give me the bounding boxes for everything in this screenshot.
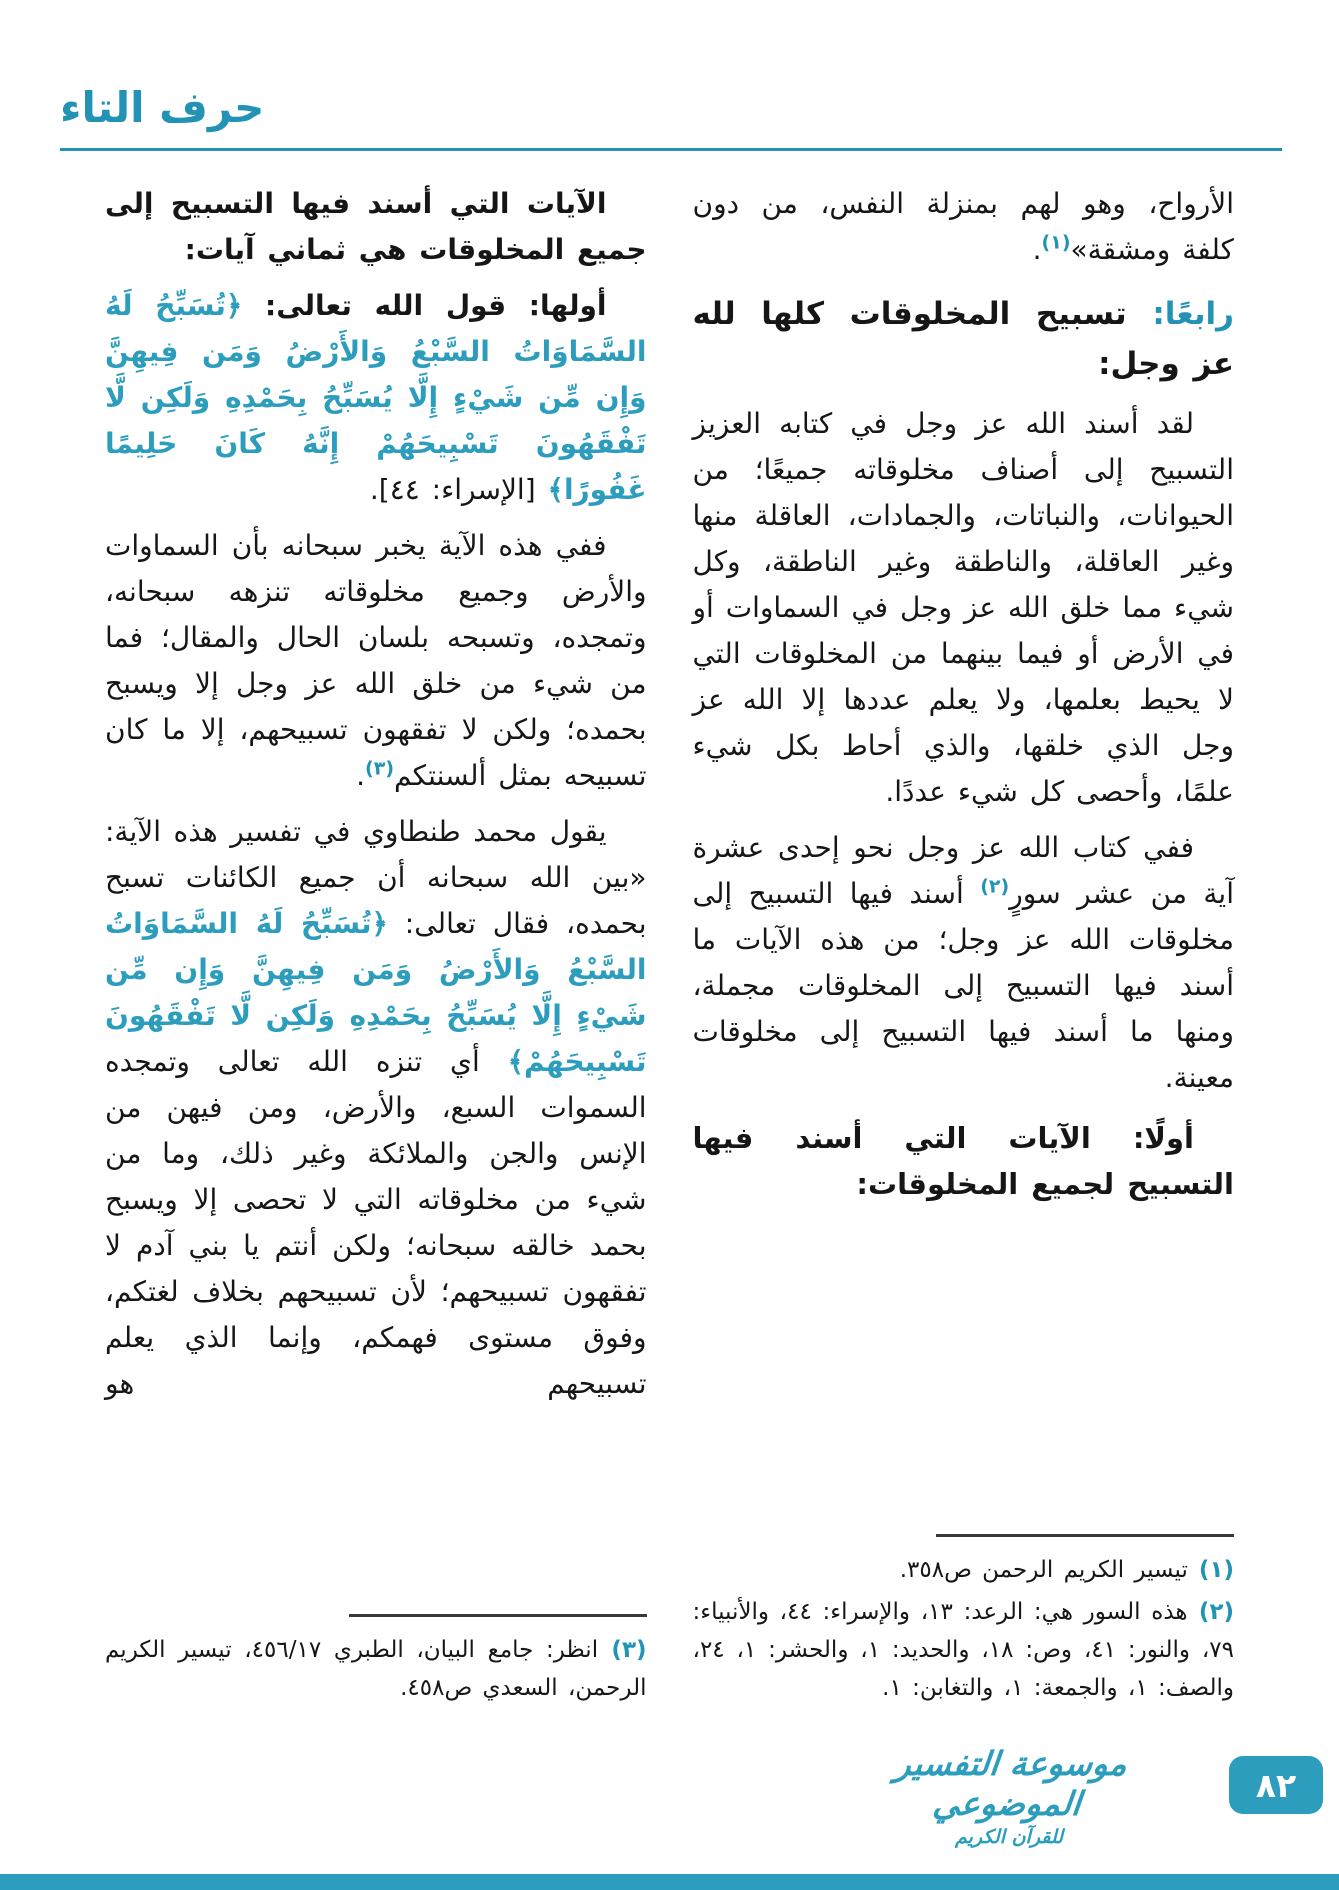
text-segment-bold: الآيات التي أسند فيها التسبيح إلى جميع المخلوقات هي ثماني آيات: (105, 187, 647, 266)
text-segment-fn: تيسير الكريم الرحمن ص٣٥٨. (899, 1557, 1188, 1583)
text-segment-normal: أسند فيها التسبيح إلى مخلوقات الله عز وجل؛ من هذه الآيات ما أسند فيها التسبيح إلى المخلوقات مجملة، ومنها ما أسند فيها التسبيح إلى مخلوقات معينة. (692, 877, 1234, 1094)
footnotes-left-list (105, 1631, 647, 1707)
column-right (693, 181, 1235, 1711)
footnote-2 (693, 1593, 1235, 1707)
footnote-3 (105, 1631, 647, 1707)
text-segment-normal: يقول محمد طنطاوي في تفسير هذه الآية: «بين الله سبحانه أن جميع الكائنات تسبح بحمده، فقال تعالى: (105, 815, 647, 940)
text-segment-fn: انظر: جامع البيان، الطبري ٤٥٦/١٧، تيسير الكريم الرحمن، السعدي ص٤٥٨. (105, 1637, 647, 1701)
body-paragraph (693, 825, 1235, 1101)
lead-paragraph (105, 181, 647, 273)
footnote-1 (693, 1551, 1235, 1589)
text-segment-ref: (١) (1041, 231, 1071, 254)
verse-paragraph (105, 283, 647, 513)
text-segment-bold: تسبيح المخلوقات كلها لله عز وجل: (692, 296, 1234, 382)
text-segment-bold: أولها: قول الله تعالى: (242, 289, 607, 322)
logo-title: موسوعة التفسير الموضوعي (893, 1744, 1130, 1823)
text-segment-normal: أي تنزه الله تعالى وتمجده السموات السبع، والأرض، ومن فيهن من الإنس والجن والملائكة وغير ذلك، وما من شيء من مخلوقاته التي لا تحصى إلا ويسبح بحمد خالقه سبحانه؛ ولكن أنتم يا بني آدم لا تفقهون تسبيحهم؛ لأن تسبيحهم بخلاف لغتكم، وفوق مستوى فهمكم، وإنما الذي يعلم تسبيحهم هو (105, 1045, 647, 1400)
footnotes-left (105, 1608, 647, 1711)
page-footer (0, 1720, 1339, 1890)
section-heading-fourth (693, 289, 1235, 389)
footnote-separator-right (936, 1534, 1234, 1537)
column-left-body (105, 181, 647, 1417)
column-left (105, 181, 647, 1711)
text-segment-normal: ففي كتاب الله عز وجل نحو إحدى عشرة آية من عشر سورٍ (692, 831, 1234, 910)
text-segment-normal: . (356, 759, 365, 792)
bottom-band (0, 1874, 1339, 1890)
text-segment-quran: ﴿تُسَبِّحُ لَهُ السَّمَاوَاتُ السَّبْعُ وَالأَرْضُ وَمَن فِيهِنَّ وَإِن مِّن شَيْءٍ إِلَّا يُسَبِّحُ بِحَمْدِهِ وَلَكِن لَّا تَفْقَهُونَ تَسْبِيحَهُمْ﴾ (105, 907, 647, 1078)
text-segment-normal: ففي هذه الآية يخبر سبحانه بأن السماوات والأرض وجميع مخلوقاته تنزهه سبحانه، وتمجده، وتسبحه بلسان الحال والمقال؛ فما من شيء من خلق الله عز وجل إلا ويسبح بحمده؛ ولكن لا تفقهون تسبيحهم، إلا ما كان تسبيحه بمثل ألسنتكم (105, 529, 647, 792)
footnotes-right-list (693, 1551, 1235, 1707)
text-segment-ref: (٣) (364, 757, 395, 780)
text-segment-fn: هذه السور هي: الرعد: ١٣، والإسراء: ٤٤، والأنبياء: ٧٩، والنور: ٤١، وص: ١٨، والحديد: ١، والحشر: ١، ٢٤، والصف: ١، والجمعة: ١، والتغابن: ١. (692, 1599, 1234, 1701)
page-number: ٨٢ (1255, 1765, 1297, 1805)
text-segment-fnref: (٢) (1187, 1599, 1234, 1625)
text-segment-ref: (٢) (980, 875, 1010, 898)
continuation-paragraph (693, 181, 1235, 273)
text-segment-fnref: (٣) (598, 1637, 647, 1663)
chapter-heading: حرف التاء (60, 83, 265, 132)
footnote-separator-left (349, 1614, 647, 1617)
text-segment-normal: [الإسراء: ٤٤]. (369, 473, 548, 506)
page-number-badge (1229, 1756, 1323, 1814)
text-segment-normal: لقد أسند الله عز وجل في كتابه العزيز التسبيح إلى أصناف مخلوقاته جميعًا؛ من الحيوانات، والنباتات، والجمادات، العاقلة منها وغير العاقلة، والناطقة وغير الناطقة، وكل شيء مما خلق الله عز وجل في السماوات أو في الأرض أو فيما بينهما من المخلوقات التي لا يحيط بعلمها، ولا يعلم عددها إلا الله عز وجل الذي خلقها، والذي أحاط بكل شيء علمًا، وأحصى كل شيء عددًا. (692, 407, 1234, 808)
publisher-logo (879, 1744, 1139, 1848)
body-paragraph (105, 523, 647, 799)
page-header (0, 0, 1339, 151)
text-segment-fnref: (١) (1187, 1557, 1234, 1583)
body-paragraph-tantawi (105, 809, 647, 1407)
text-segment-normal: . (1032, 233, 1042, 266)
column-right-body (693, 181, 1235, 1217)
footnotes-right (693, 1528, 1235, 1711)
text-segment-quran: ﴿تُسَبِّحُ لَهُ السَّمَاوَاتُ السَّبْعُ وَالأَرْضُ وَمَن فِيهِنَّ وَإِن مِّن شَيْءٍ إِلَّا يُسَبِّحُ بِحَمْدِهِ وَلَكِن لَّا تَفْقَهُونَ تَسْبِيحَهُمْ إِنَّهُ كَانَ حَلِيمًا غَفُورًا﴾ (105, 289, 647, 506)
text-segment-bold: أولًا: الآيات التي أسند فيها التسبيح لجميع المخلوقات: (692, 1121, 1234, 1201)
subsection-heading-first (693, 1115, 1235, 1207)
text-columns (0, 151, 1339, 1711)
text-segment-normal: الأرواح، وهو لهم بمنزلة النفس، من دون كلفة ومشقة» (692, 187, 1234, 266)
text-segment-lead: رابعًا: (1126, 296, 1234, 332)
logo-subtitle: للقرآن الكريم (955, 1826, 1063, 1848)
body-paragraph (693, 401, 1235, 815)
